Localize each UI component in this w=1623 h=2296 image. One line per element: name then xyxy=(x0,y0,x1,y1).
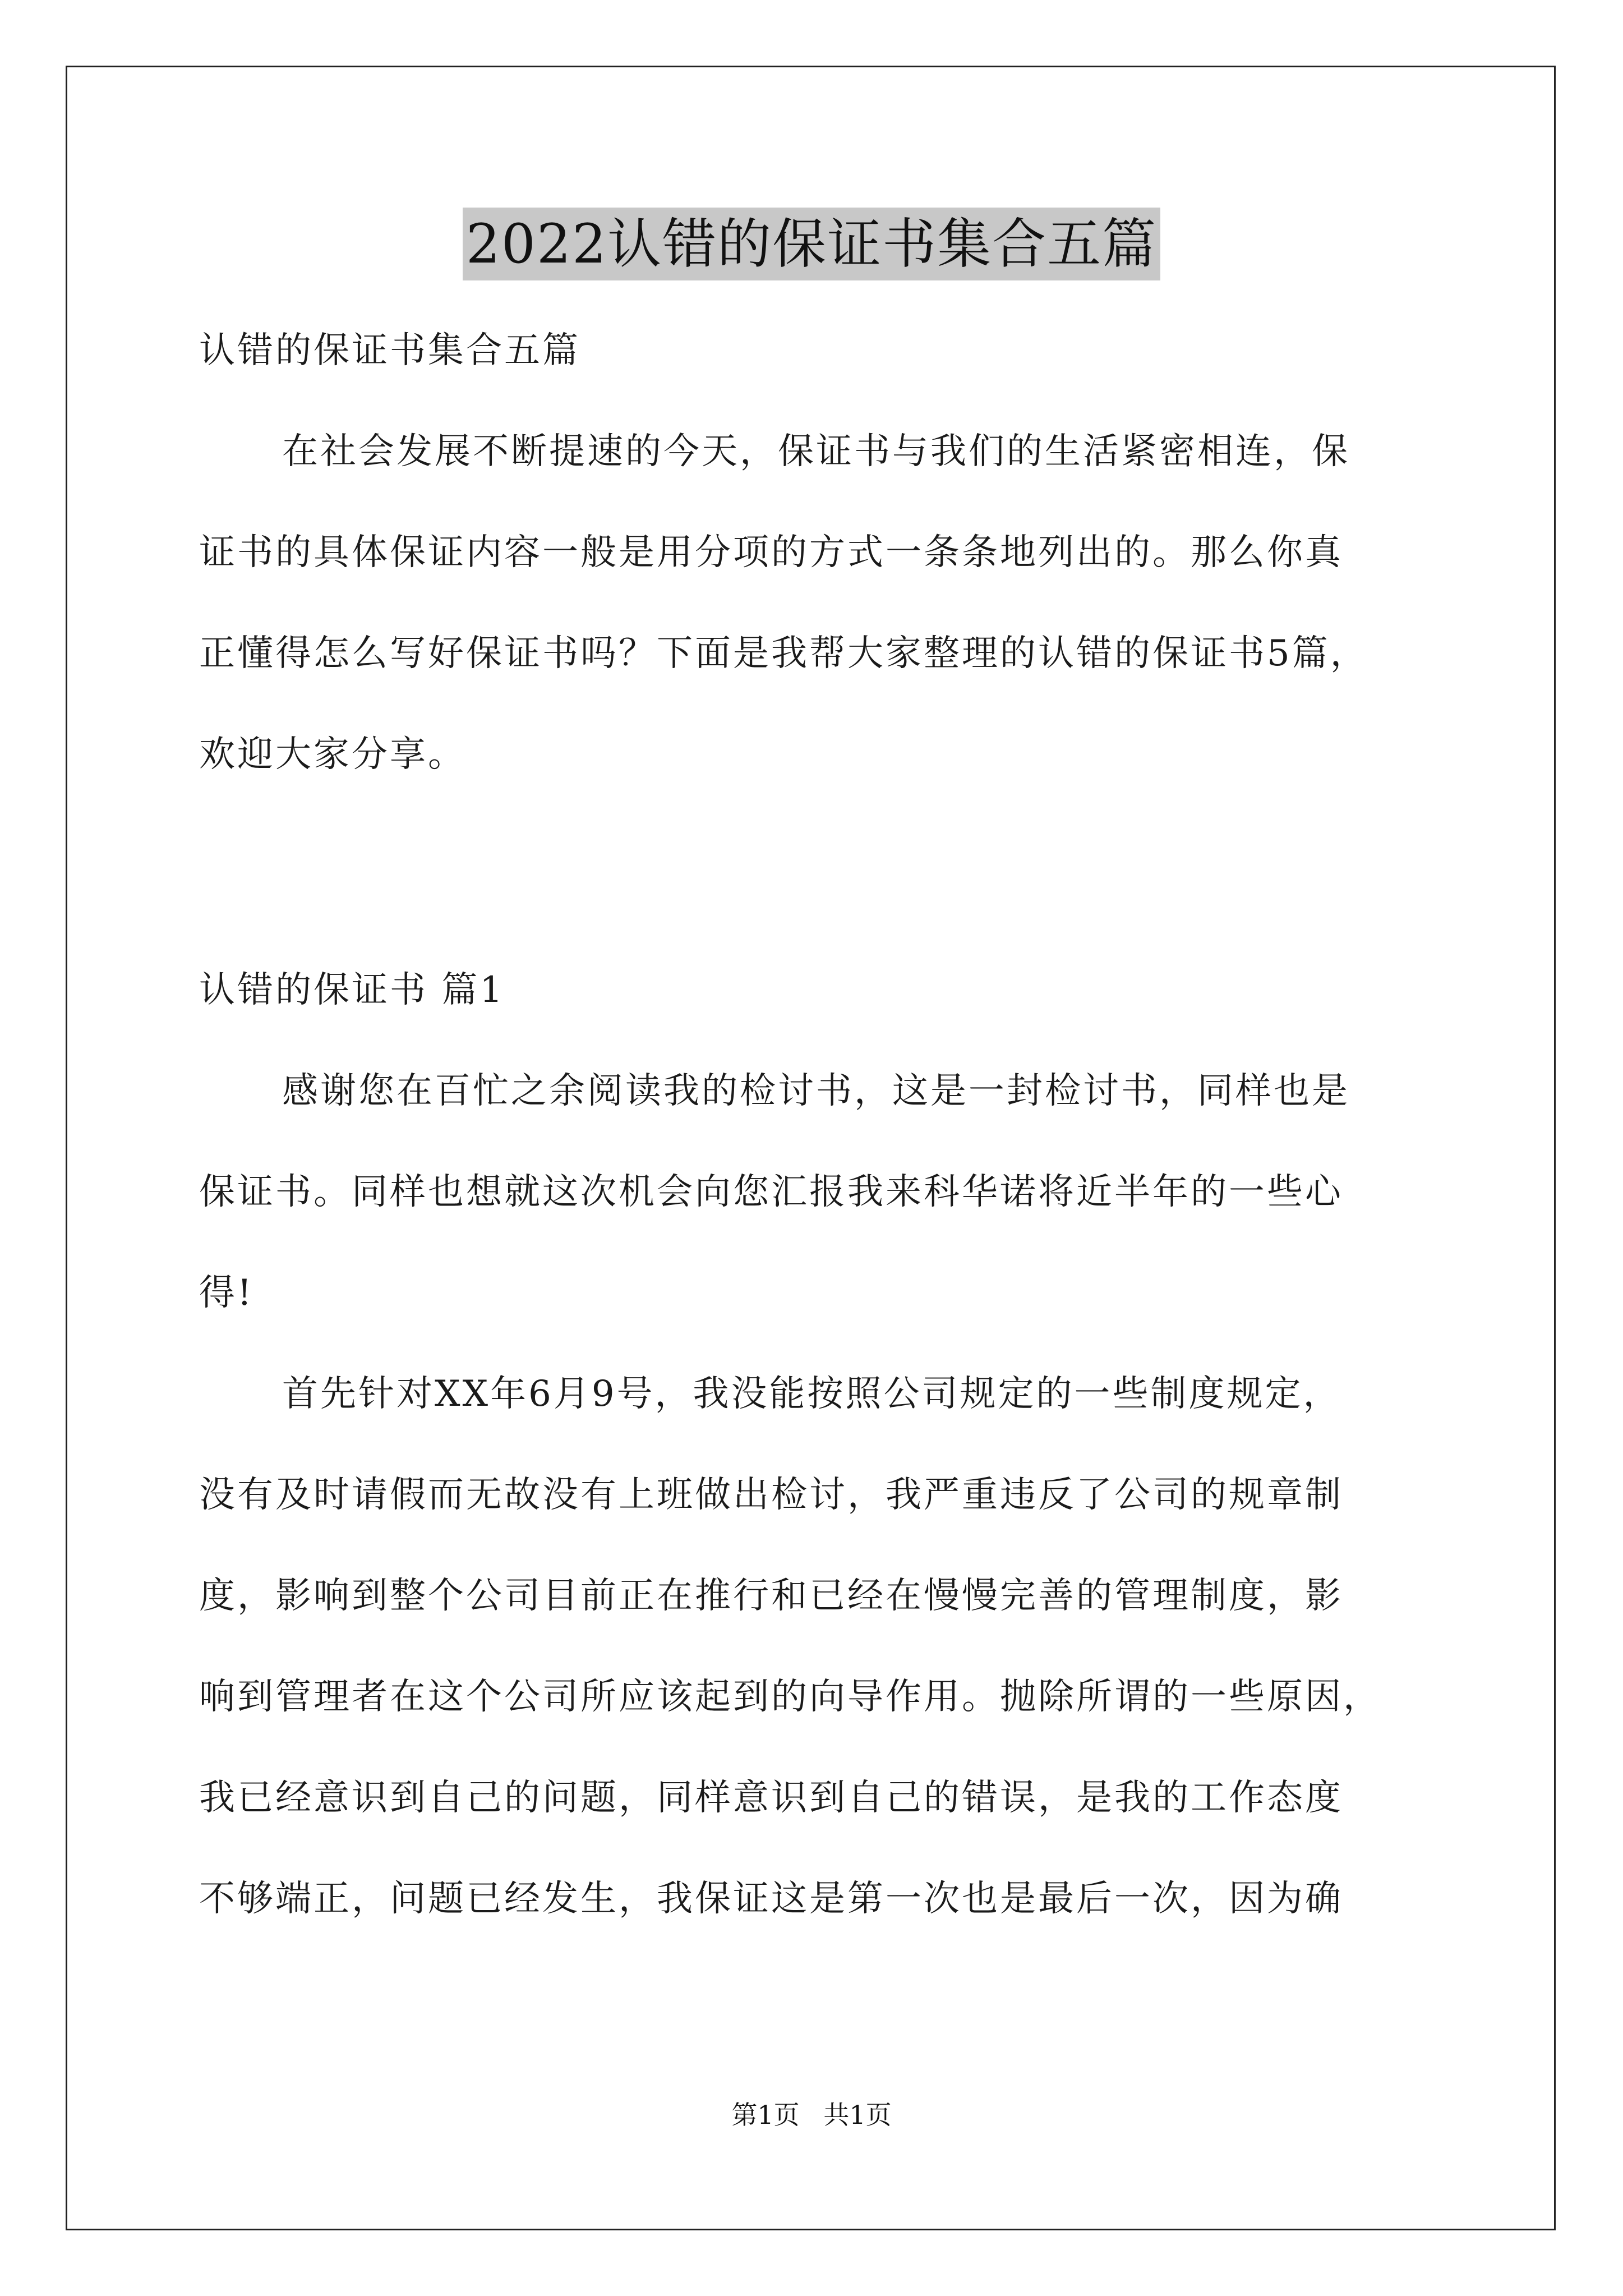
section-heading: 认错的保证书 篇1 xyxy=(199,969,505,1011)
page-number: 第1页 xyxy=(731,2100,800,2130)
paragraph-line: 响到管理者在这个公司所应该起到的向导作用。抛除所谓的一些原因， xyxy=(199,1676,1381,1718)
intro-line: 欢迎大家分享。 xyxy=(199,734,466,775)
paragraph-line: 感谢您在百忙之余阅读我的检讨书，这是一封检讨书，同样也是 xyxy=(282,1070,1350,1112)
paragraph-line: 首先针对XX年6月9号，我没能按照公司规定的一些制度规定， xyxy=(282,1373,1341,1415)
subtitle: 认错的保证书集合五篇 xyxy=(199,330,580,371)
title-container xyxy=(0,208,1623,280)
page-footer xyxy=(0,2098,1623,2132)
intro-line: 在社会发展不断提速的今天，保证书与我们的生活紧密相连，保 xyxy=(282,431,1350,472)
paragraph-line: 我已经意识到自己的问题，同样意识到自己的错误，是我的工作态度 xyxy=(199,1777,1343,1819)
paragraph-line: 度，影响到整个公司目前正在推行和已经在慢慢完善的管理制度，影 xyxy=(199,1575,1343,1617)
document-title: 2022认错的保证书集合五篇 xyxy=(463,208,1160,280)
page-total: 共1页 xyxy=(823,2100,892,2130)
intro-line: 正懂得怎么写好保证书吗？下面是我帮大家整理的认错的保证书5篇， xyxy=(199,633,1368,674)
paragraph-line: 得! xyxy=(199,1272,254,1314)
paragraph-line: 不够端正，问题已经发生，我保证这是第一次也是最后一次，因为确 xyxy=(199,1878,1343,1920)
paragraph-line: 保证书。同样也想就这次机会向您汇报我来科华诺将近半年的一些心 xyxy=(199,1171,1343,1213)
paragraph-line: 没有及时请假而无故没有上班做出检讨，我严重违反了公司的规章制 xyxy=(199,1474,1343,1516)
intro-line: 证书的具体保证内容一般是用分项的方式一条条地列出的。那么你真 xyxy=(199,532,1343,573)
